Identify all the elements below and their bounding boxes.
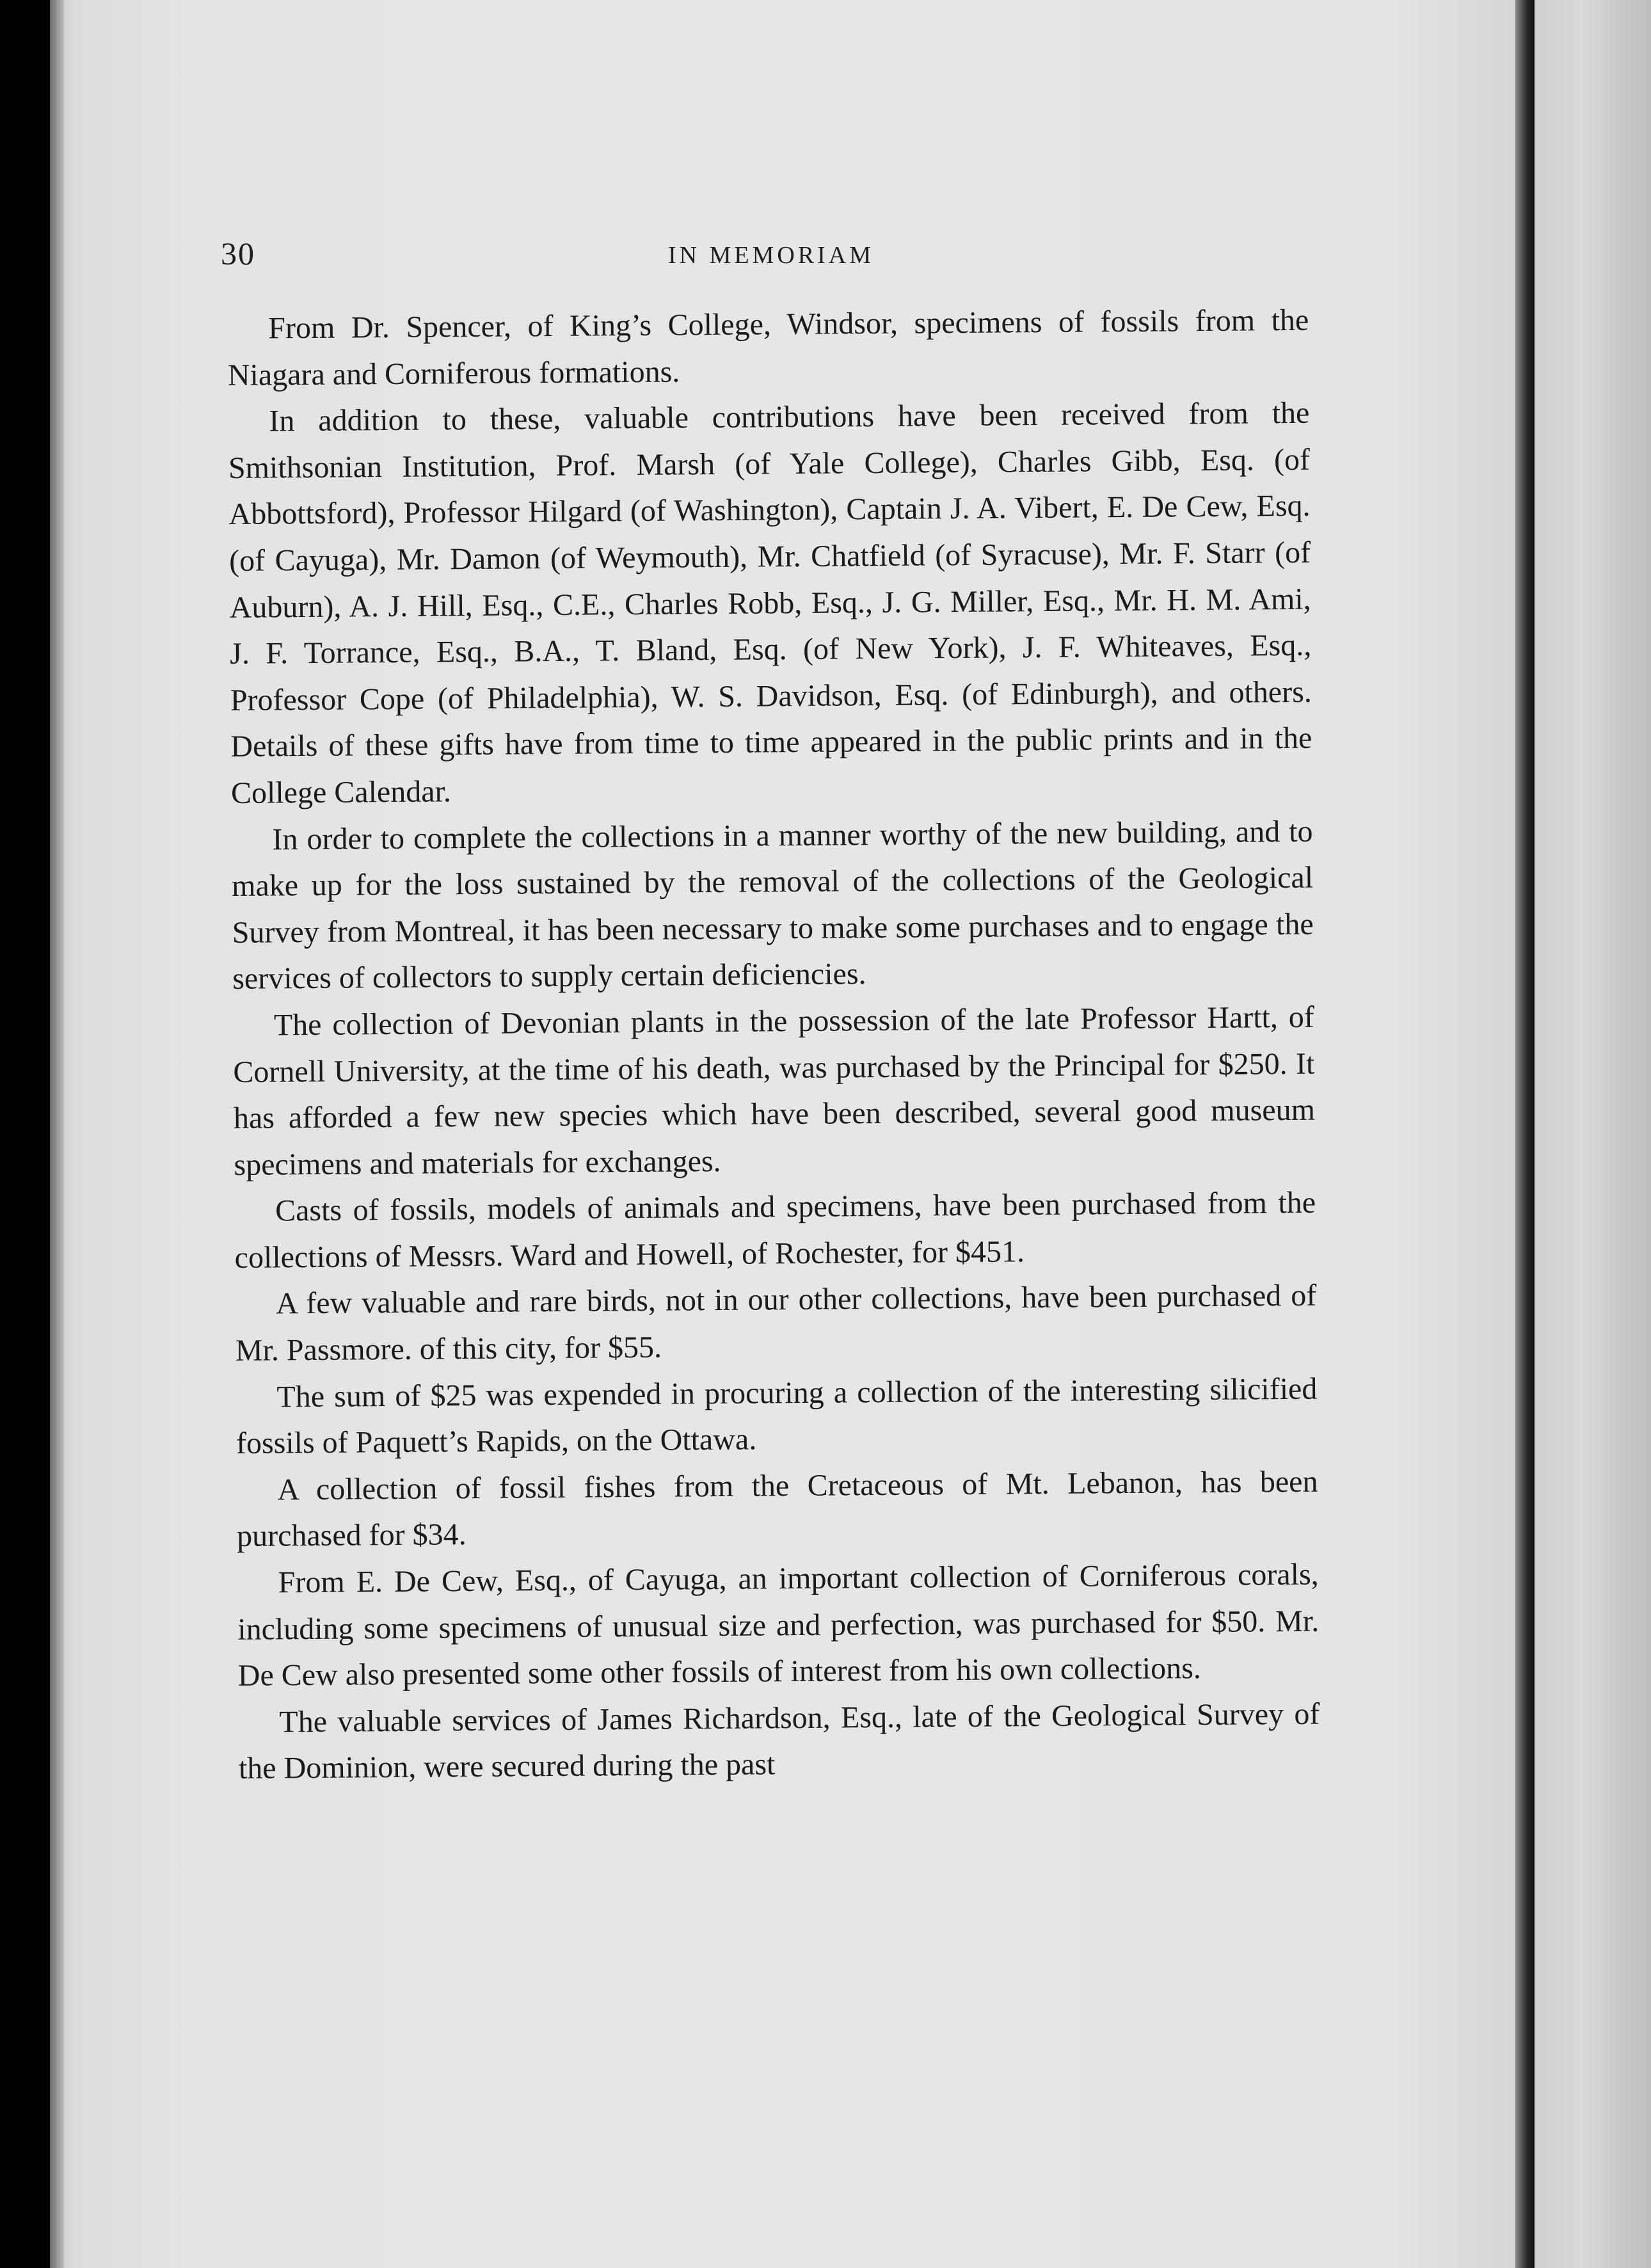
gutter-shadow — [50, 0, 64, 2268]
paragraph-contributions: In addition to these, valuable contributions have been received from the Smithsonian Institution, Prof. Marsh (of Yale College), Charles Gibb, Esq. (of Abbottsford), Professor Hilgard (of Washington), Captain J. A. Vibert, E. De Cew, Esq. (of Cayuga), Mr. Damon (of Weymouth), Mr. Chatfield (of Syracuse), Mr. F. Starr (of Auburn), A. J. Hill, Esq., C.E., Charles Robb, Esq., J. G. Miller, Esq., Mr. H. M. Ami, J. F. Torrance, Esq., B.A., T. Bland, Esq. (of New York), J. F. Whiteaves, Esq., Professor Cope (of Philadelphia), W. S. Davidson, Esq. (of Edinburgh), and others. Details of these gifts have from time to time appeared in the public prints and in the College Calendar. — [228, 395, 1312, 810]
body-text — [227, 298, 1320, 1793]
paragraph-silicified-fossils: The sum of $25 was expended in procuring a collection of the interesting silicified fossils of Paquett’s Rapids, on the Ottawa. — [235, 1371, 1318, 1461]
next-page-edge — [1535, 0, 1651, 2268]
paragraph-fossil-fishes: A collection of fossil fishes from the Cretaceous of Mt. Lebanon, has been purchased for $34. — [236, 1464, 1318, 1554]
paragraph-de-cew-corals: From E. De Cew, Esq., of Cayuga, an important collection of Corniferous corals, including some specimens of unusual size and perfection, was purchased for $50. Mr. De Cew also presented some other fossils of interest from his own collections. — [237, 1557, 1320, 1693]
paragraph-casts-of-fossils: Casts of fossils, models of animals and specimens, have been purchased from the collections of Messrs. Ward and Howell, of Rochester, for $451. — [234, 1185, 1316, 1275]
paragraph-rare-birds: A few valuable and rare birds, not in our other collections, have been purchased of Mr. Passmore. of this city, for $55. — [235, 1279, 1317, 1368]
running-head: IN MEMORIAM — [667, 242, 875, 269]
paragraph-devonian-plants: The collection of Devonian plants in the possession of the late Professor Hartt, of Cornell University, at the time of his death, was purchased by the Principal for $250. It has afforded a few new species which have been described, several good museum specimens and materials for exchanges. — [233, 1000, 1316, 1182]
page-header — [221, 227, 1321, 285]
paragraph-richardson: The valuable services of James Richardson, Esq., late of the Geological Survey of the Dominion, were secured during the past — [238, 1697, 1320, 1786]
page-number: 30 — [221, 236, 255, 271]
page-edge-dark — [1515, 0, 1535, 2268]
paragraph-spencer: From Dr. Spencer, of King’s College, Windsor, specimens of fossils from the Niagara and Corniferous formations. — [227, 303, 1309, 392]
paragraph-complete-collections: In order to complete the collections in a manner worthy of the new building, and to make up for the loss sustained by the removal of the collections of the Geological Survey from Montreal, it has been necessary to make some purchases and to engage the services of collectors to supply certain deficiencies. — [231, 814, 1314, 996]
